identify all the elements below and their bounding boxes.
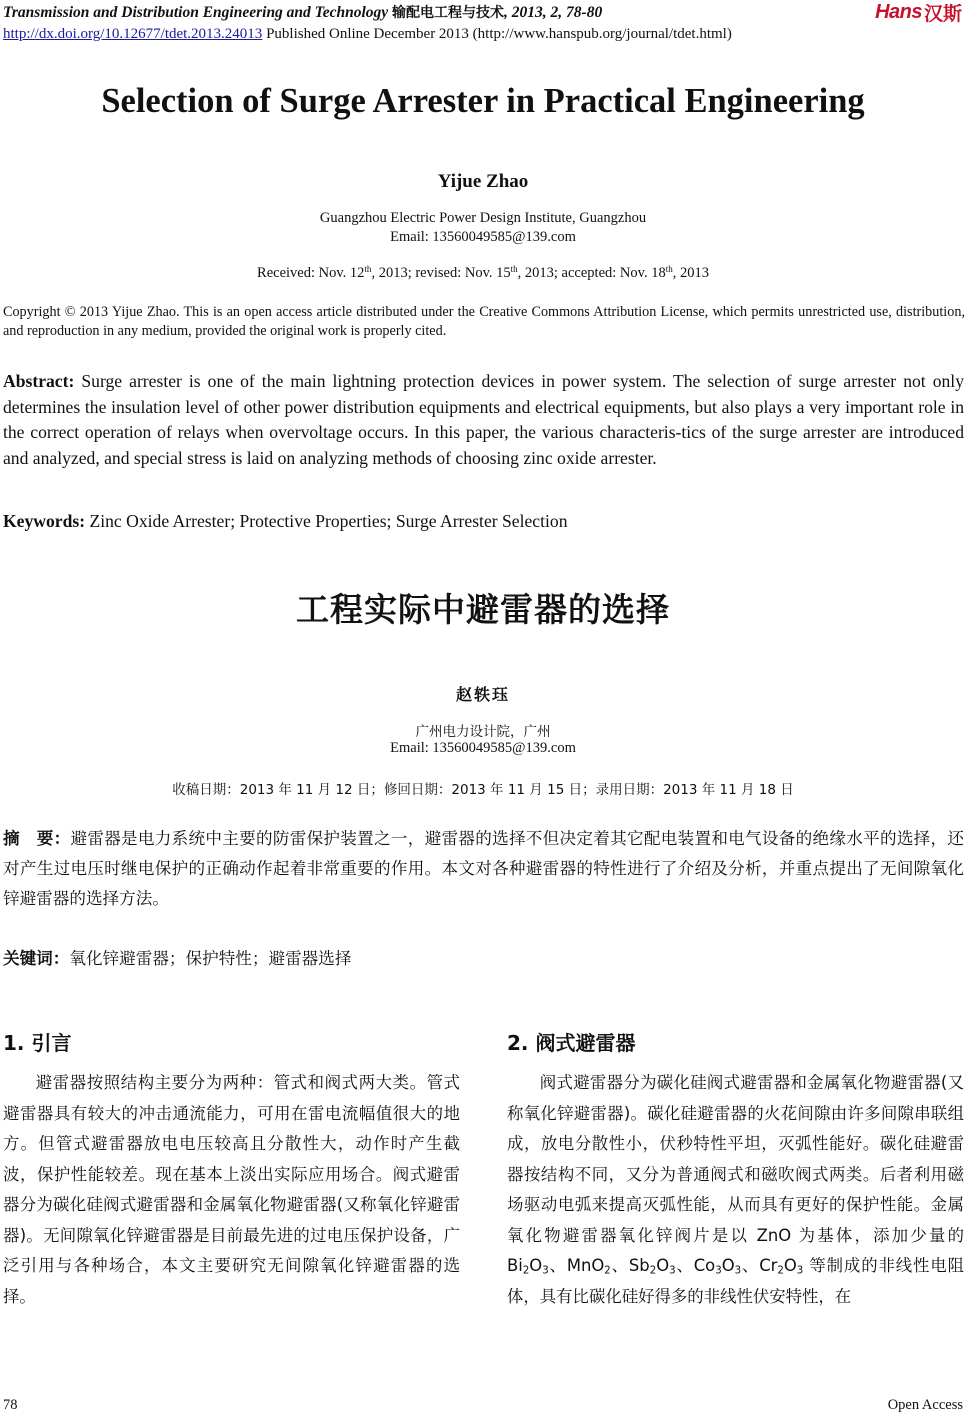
logo-latin: Hans [875, 0, 922, 23]
chem-sub: 3 [669, 1265, 676, 1277]
volume-info: , 2013, 2, 78-80 [504, 4, 603, 21]
journal-header [3, 2, 602, 22]
logo-chinese: 汉斯 [923, 2, 962, 25]
keywords-text-cn: 氧化锌避雷器；保护特性；避雷器选择 [69, 949, 352, 968]
section-heading-introduction: 1. 引言 [3, 1031, 72, 1055]
chem-part: O [656, 1256, 670, 1275]
chem-part: O [783, 1256, 797, 1275]
abstract-text: Surge arrester is one of the main lightning protection devices in power system. The selection of surge arrester not only determines the insulation level of other power distribution equipments and electrical equipments, but also plays a very important role in the correct operation of relays when overvoltage occurs. In this paper, the various characteris-tics of the surge arrester are introduced and analyzed, and special stress is laid on analyzing methods of choosing zinc oxide arrester. [3, 371, 964, 468]
received-date: Received: Nov. 12 [257, 265, 365, 281]
section-heading-valve-arrester: 2. 阀式避雷器 [507, 1031, 636, 1055]
chem-sub: 2 [604, 1265, 611, 1277]
chem-sub: 3 [542, 1265, 549, 1277]
ordinal-sup: th [364, 264, 372, 275]
chem-part: 、Co [675, 1256, 716, 1275]
chem-part: 、Cr [741, 1256, 778, 1275]
ordinal-sup: th [665, 264, 673, 275]
email-en: Email: 13560049585@139.com [390, 229, 576, 245]
journal-name-en: Transmission and Distribution Engineering and Technology [3, 4, 389, 21]
keywords-label: Keywords: [3, 511, 86, 531]
abstract-text-cn: 避雷器是电力系统中主要的防雷保护装置之一，避雷器的选择不但决定着其它配电装置和电气设备的绝缘水平的选择，还对产生过电压时继电保护的正确动作起着非常重要的作用。本文对各种避雷器的特性进行了介绍及分析，并重点提出了无间隙氧化锌避雷器的选择方法。 [3, 829, 965, 908]
affiliation-cn: 广州电力设计院，广州 [415, 724, 551, 740]
open-access-label: Open Access [887, 1397, 963, 1413]
chem-part: Bi [507, 1256, 523, 1275]
chem-sub: 3 [734, 1265, 742, 1277]
chemical-formula-list [507, 1256, 803, 1275]
keywords-cn [3, 945, 963, 973]
abstract-en [3, 369, 964, 471]
accepted-date: , 2013; accepted: Nov. 18 [517, 265, 666, 281]
keywords-en [3, 509, 963, 534]
email-cn: Email: 13560049585@139.com [390, 740, 576, 756]
chem-part: 、MnO [548, 1256, 605, 1275]
body-text: 阀式避雷器分为碳化硅阀式避雷器和金属氧化物避雷器(又称氧化锌避雷器)。碳化硅避雷器的火花间隙由许多间隙串联组成，放电分散性小，伏秒特性平坦，灭弧性能好。碳化硅避雷器按结构不同，又分为普通阀式和磁吹阀式两类。后者利用磁场驱动电弧来提高灭弧性能，从而具有更好的保护性能。金属氧化物避雷器氧化锌阀片是以 ZnO 为基体，添加少量的 [507, 1073, 964, 1245]
abstract-label-cn: 摘 要： [3, 829, 71, 848]
section-body-introduction: 避雷器按照结构主要分为两种：管式和阀式两大类。管式避雷器具有较大的冲击通流能力，可用在雷电流幅值很大的地方。但管式避雷器放电电压较高且分散性大，动作时产生截波，保护性能较差。现在基本上淡出实际应用场合。阀式避雷器分为碳化硅阀式避雷器和金属氧化物避雷器(又称氧化锌避雷器)。无间隙氧化锌避雷器是目前最先进的过电压保护设备，广泛引用与各种场合，本文主要研究无间隙氧化锌避雷器的选择。 [3, 1073, 460, 1306]
chem-sub: 3 [796, 1265, 804, 1277]
dates-en [0, 265, 966, 282]
revised-date: , 2013; revised: Nov. 15 [371, 265, 511, 281]
chem-sub: 2 [777, 1265, 784, 1277]
chem-sub: 2 [522, 1265, 530, 1277]
abstract-cn [3, 824, 964, 914]
section-body-valve-arrester [507, 1068, 964, 1312]
copyright-notice: Copyright © 2013 Yijue Zhao. This is an open access article distributed under the Creative Commons Attribution License, which permits unrestricted use, distribution, and reproduction in any medium, provided the original work is properly cited. [3, 304, 965, 339]
ordinal-sup: th [510, 264, 518, 275]
published-online: Published Online December 2013 (http://www.hanspub.org/journal/tdet.html) [266, 26, 732, 42]
dates-cn: 收稿日期：2013 年 11 月 12 日；修回日期：2013 年 11 月 15 日；录用日期：2013 年 11 月 18 日 [172, 782, 794, 798]
affiliation-en: Guangzhou Electric Power Design Institute, Guangzhou [319, 210, 647, 226]
chem-part: O [529, 1256, 543, 1275]
publisher-logo [875, 0, 962, 24]
chem-sub: 2 [649, 1265, 657, 1277]
doi-line [3, 26, 732, 43]
keywords-label-cn: 关键词： [3, 949, 70, 968]
doi-link[interactable]: http://dx.doi.org/10.12677/tdet.2013.24013 [3, 26, 263, 42]
body-text: 等制成的非线性电阻体，具有比碳化硅好得多的非线性伏安特性，在 [507, 1256, 964, 1306]
keywords-text: Zinc Oxide Arrester; Protective Properties; Surge Arrester Selection [85, 511, 568, 531]
paper-title-cn: 工程实际中避雷器的选择 [296, 590, 670, 629]
author-cn: 赵轶珏 [455, 685, 510, 704]
journal-name-cn: 输配电工程与技术 [392, 5, 505, 21]
year-suffix: , 2013 [672, 265, 709, 281]
abstract-label: Abstract: [3, 371, 75, 391]
chem-sub: 3 [715, 1265, 722, 1277]
page-number: 78 [3, 1397, 18, 1413]
chem-part: O [721, 1256, 735, 1275]
chem-part: 、Sb [610, 1256, 650, 1275]
paper-title-en: Selection of Surge Arrester in Practical Engineering [101, 82, 865, 120]
author-en: Yijue Zhao [437, 171, 529, 192]
